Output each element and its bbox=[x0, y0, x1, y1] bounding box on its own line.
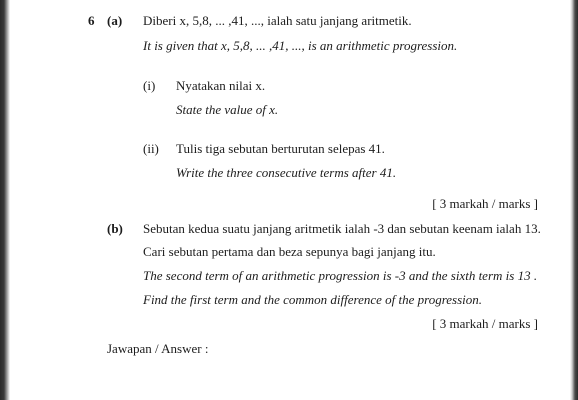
part-a-marks: [ 3 markah / marks ] bbox=[432, 196, 538, 211]
part-b-text-english-2: Find the first term and the common difference of the progression. bbox=[143, 292, 483, 307]
part-a-label: (a) bbox=[107, 13, 123, 28]
sub-ii-text-english: Write the three consecutive terms after 41. bbox=[176, 165, 397, 180]
sub-i-text-malay: Nyatakan nilai x. bbox=[176, 78, 266, 93]
question-number: 6 bbox=[88, 13, 95, 28]
sub-i-label: (i) bbox=[143, 78, 156, 93]
part-a-stem-malay: Diberi x, 5,8, ... ,41, ..., ialah satu janjang aritmetik. bbox=[143, 13, 412, 28]
part-b-text-malay-2: Cari sebutan pertama dan beza sepunya bagi janjang itu. bbox=[143, 244, 436, 259]
sub-ii-text-malay: Tulis tiga sebutan berturutan selepas 41. bbox=[176, 141, 385, 156]
part-b-text-english-1: The second term of an arithmetic progression is -3 and the sixth term is 13 . bbox=[143, 268, 538, 283]
page-shadow-left bbox=[0, 0, 10, 400]
sub-i-text-english: State the value of x. bbox=[176, 102, 279, 117]
part-b-marks: [ 3 markah / marks ] bbox=[432, 316, 538, 331]
part-a-stem-english: It is given that x, 5,8, ... ,41, ..., is an arithmetic progression. bbox=[143, 38, 458, 53]
page-shadow-right bbox=[570, 0, 578, 400]
answer-label: Jawapan / Answer : bbox=[107, 341, 209, 356]
part-b-label: (b) bbox=[107, 221, 123, 236]
sub-ii-label: (ii) bbox=[143, 141, 159, 156]
part-b-text-malay-1: Sebutan kedua suatu janjang aritmetik ialah -3 dan sebutan keenam ialah 13. bbox=[143, 221, 541, 236]
